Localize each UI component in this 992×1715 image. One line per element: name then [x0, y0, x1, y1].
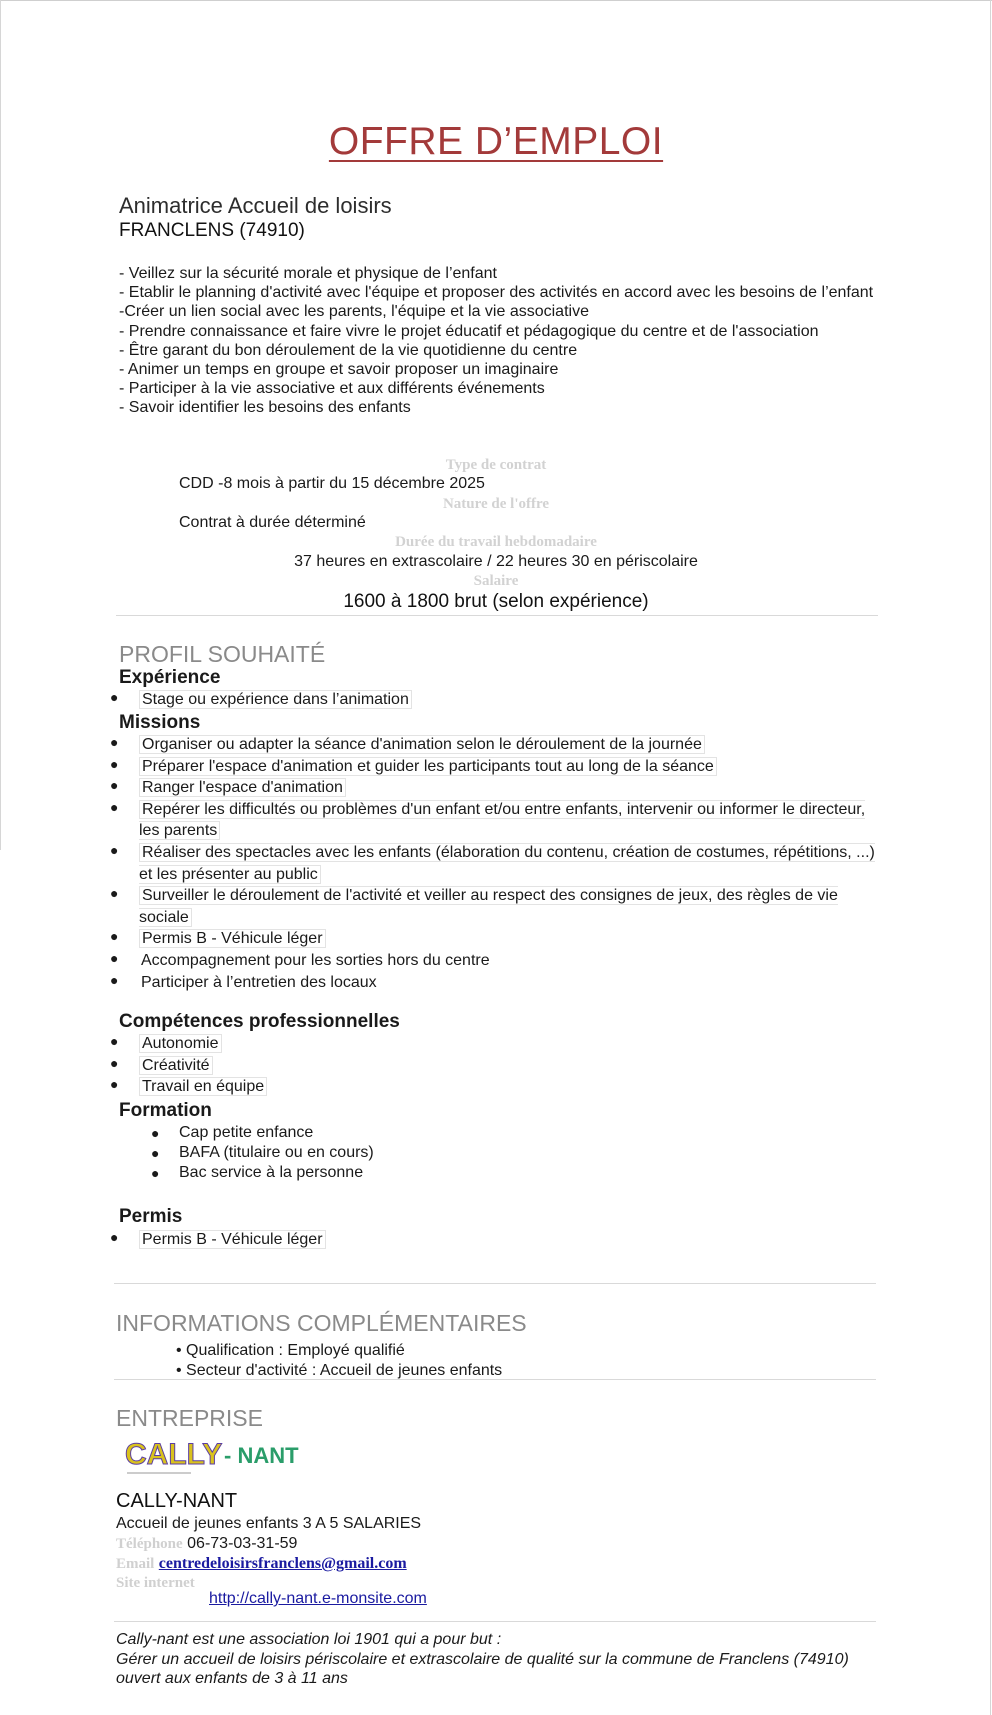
- phone-row: [116, 1535, 297, 1553]
- job-location: FRANCLENS (74910): [119, 220, 305, 241]
- task-item: - Veillez sur la sécurité morale et physique de l’enfant: [119, 265, 497, 282]
- list-item: • Secteur d'activité : Accueil de jeunes enfants: [176, 1362, 503, 1379]
- weekly-hours-label: Durée du travail hebdomadaire: [395, 534, 597, 550]
- divider: [114, 1379, 876, 1380]
- profile-heading: PROFIL SOUHAITÉ: [119, 641, 326, 667]
- list-item: ● Organiser ou adapter la séance d'animation selon le déroulement de la journée: [139, 734, 879, 756]
- job-title: Animatrice Accueil de loisirs: [119, 193, 392, 218]
- experience-list: [110, 689, 412, 711]
- bullet-icon: ●: [151, 1145, 160, 1161]
- bullet-icon: ●: [110, 885, 119, 902]
- task-item: - Prendre connaissance et faire vivre le projet éducatif et pédagogique du centre et de l'association: [119, 322, 819, 340]
- bullet-icon: ●: [110, 1033, 119, 1049]
- bullet-icon: ●: [110, 841, 119, 858]
- list-item: ● Cap petite enfance: [151, 1124, 314, 1141]
- svg-text:CALLY: CALLY: [125, 1438, 223, 1471]
- bullet-icon: ●: [110, 1076, 119, 1093]
- footer-line: Gérer un accueil de loisirs périscolaire et extrascolaire de qualité sur la commune de Franclens (74910) ouvert aux enfants de 3 à 11 ans: [116, 1650, 849, 1687]
- task-item: - Être garant du bon déroulement de la vie quotidienne du centre: [119, 341, 578, 359]
- email-label: Email: [116, 1556, 155, 1572]
- list-item: ● BAFA (titulaire ou en cours): [151, 1144, 374, 1161]
- company-heading: ENTREPRISE: [116, 1405, 263, 1431]
- divider: [114, 1621, 876, 1622]
- bullet-icon: ●: [151, 1165, 160, 1181]
- weekly-hours-value: 37 heures en extrascolaire / 22 heures 30 en périscolaire: [294, 553, 698, 570]
- list-item: ● Réaliser des spectacles avec les enfants (élaboration du contenu, création de costumes, répétitions, ...) et les présenter au public: [110, 841, 875, 883]
- phone-value: 06-73-03-31-59: [187, 1535, 298, 1552]
- bullet-icon: ●: [110, 689, 119, 705]
- task-item: - Participer à la vie associative et aux différents événements: [119, 380, 545, 398]
- salary-label: Salaire: [473, 573, 519, 589]
- skills-heading: Compétences professionnelles: [119, 1011, 400, 1032]
- svg-text:- NANT: - NANT: [224, 1443, 299, 1468]
- offer-nature-label: Nature de l'offre: [442, 496, 550, 512]
- company-logo: [121, 1433, 311, 1479]
- list-item: ● Autonomie: [139, 1033, 267, 1055]
- company-name: CALLY-NANT: [116, 1490, 238, 1512]
- license-list: [110, 1229, 326, 1251]
- bullet-icon: ●: [110, 949, 119, 966]
- bullet-icon: ●: [110, 798, 119, 815]
- task-item: -Créer un lien social avec les parents, l'équipe et la vie associative: [119, 303, 589, 321]
- website-link[interactable]: http://cally-nant.e-monsite.com: [209, 1590, 427, 1607]
- offer-nature-value: Contrat à durée déterminé: [179, 514, 366, 531]
- bullet-icon: ●: [110, 1054, 119, 1071]
- bullet-icon: ●: [151, 1125, 160, 1141]
- info-list: [176, 1341, 502, 1381]
- task-list: [119, 264, 879, 418]
- phone-label: Téléphone: [116, 1536, 183, 1552]
- bullet-icon: ●: [110, 928, 119, 945]
- website-label: Site internet: [116, 1575, 195, 1591]
- list-item: ● Participer à l’entretien des locaux: [110, 971, 377, 991]
- page-right-border: [990, 0, 991, 1715]
- company-description: Accueil de jeunes enfants 3 A 5 SALARIES: [116, 1515, 422, 1532]
- bullet-icon: ●: [110, 777, 119, 794]
- email-row: [116, 1555, 407, 1573]
- page-top-border: [0, 0, 992, 1]
- website-row: [116, 1574, 195, 1592]
- list-item: ● Bac service à la personne: [151, 1164, 364, 1181]
- license-heading: Permis: [119, 1206, 183, 1227]
- list-item: ● Stage ou expérience dans l’animation: [139, 689, 412, 711]
- training-heading: Formation: [119, 1100, 212, 1121]
- bullet-icon: ●: [110, 1229, 119, 1245]
- contract-type-label: Type de contrat: [445, 457, 547, 473]
- task-item: - Animer un temps en groupe et savoir proposer un imaginaire: [119, 361, 559, 379]
- bullet-icon: ●: [110, 734, 119, 750]
- skills-list: [110, 1033, 267, 1098]
- missions-heading: Missions: [119, 712, 201, 733]
- list-item: ● Créativité: [139, 1055, 267, 1077]
- list-item: ● Travail en équipe: [139, 1076, 267, 1098]
- list-item: ● Accompagnement pour les sorties hors du centre: [110, 949, 490, 969]
- email-link[interactable]: centredeloisirsfranclens@gmail.com: [158, 1555, 407, 1572]
- list-item: ● Permis B - Véhicule léger: [139, 928, 879, 950]
- page-title: OFFRE D’EMPLOI: [328, 120, 664, 163]
- list-item: ● Permis B - Véhicule léger: [139, 1229, 326, 1251]
- footer-note: [116, 1630, 876, 1689]
- missions-list: [110, 734, 879, 993]
- footer-line: Cally-nant est une association loi 1901 qui a pour but :: [116, 1631, 502, 1648]
- info-heading: INFORMATIONS COMPLÉMENTAIRES: [116, 1310, 527, 1336]
- list-item: ● Repérer les difficultés ou problèmes d'un enfant et/ou entre enfants, intervenir ou informer le directeur, les parents: [110, 798, 866, 840]
- task-item: - Etablir le planning d'activité avec l'équipe et proposer des activités en accord avec les besoins de l’enfant: [119, 284, 874, 302]
- training-list: [151, 1123, 374, 1183]
- list-item: ● Surveiller le déroulement de l'activité et veiller au respect des consignes de jeux, des règles de vie sociale: [110, 885, 838, 926]
- list-item: ● Ranger l'espace d'animation: [139, 777, 879, 799]
- salary-value: 1600 à 1800 brut (selon expérience): [343, 591, 649, 612]
- divider: [114, 1283, 876, 1284]
- divider: [116, 615, 878, 616]
- contract-type-value: CDD -8 mois à partir du 15 décembre 2025: [179, 475, 485, 492]
- list-item: • Qualification : Employé qualifié: [176, 1342, 405, 1359]
- task-item: - Savoir identifier les besoins des enfants: [119, 399, 411, 417]
- bullet-icon: ●: [110, 755, 119, 772]
- experience-heading: Expérience: [119, 667, 221, 688]
- list-item: ● Préparer l'espace d'animation et guider les participants tout au long de la séance: [139, 756, 879, 778]
- bullet-icon: ●: [110, 971, 119, 988]
